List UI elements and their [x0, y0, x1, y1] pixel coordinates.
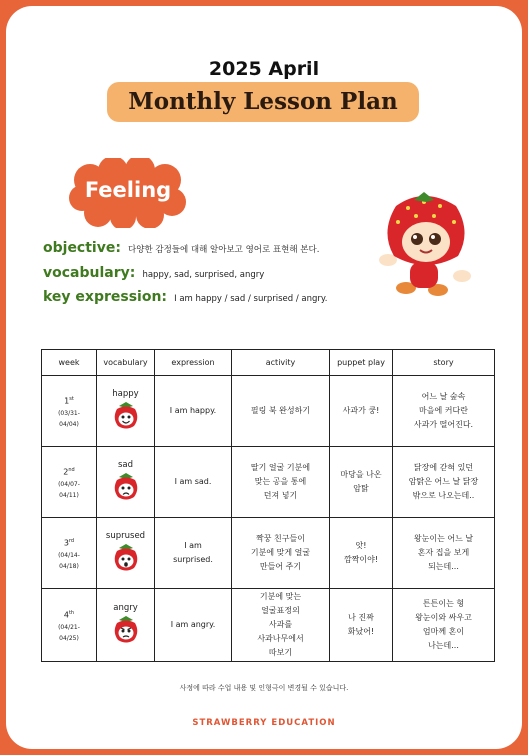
puppet-play-cell: 사과가 쿵! [330, 376, 393, 447]
sad-face-icon [113, 473, 139, 501]
activity-cell: 딸기 얼굴 기분에 맞는 공을 통에 던져 넣기 [232, 447, 330, 518]
week-cell [42, 376, 97, 447]
table-row [42, 518, 495, 589]
activity-cell: 필링 북 완성하기 [232, 376, 330, 447]
vocabulary-word: angry [113, 603, 138, 613]
vocabulary-cell [97, 589, 155, 662]
objective-key: objective: [43, 240, 121, 256]
expression-cell: I am happy. [155, 376, 232, 447]
story-cell: 닭장에 갇혀 있던 암탉은 어느 날 닭장 밖으로 나오는데.. [393, 447, 495, 518]
activity-cell: 짝꿍 친구들이 기분에 맞게 얼굴 만들어 주기 [232, 518, 330, 589]
week-number: 2 [63, 467, 69, 477]
week-suffix: st [69, 395, 74, 402]
story-cell: 어느 날 숲속 마을에 커다란 사과가 떨어진다. [393, 376, 495, 447]
vocabulary-cell [97, 447, 155, 518]
table-row [42, 589, 495, 662]
vocabulary-word: happy [112, 389, 139, 399]
week-cell [42, 518, 97, 589]
week-suffix: rd [68, 537, 75, 544]
vocabulary-cell [97, 376, 155, 447]
header-puppet-play: puppet play [330, 350, 393, 376]
brand-name: STRAWBERRY EDUCATION [192, 718, 336, 728]
header-vocabulary: vocabulary [97, 350, 155, 376]
objective-value: 다양한 감정들에 대해 알아보고 영어로 표현해 본다. [128, 245, 320, 255]
week-cell [42, 589, 97, 662]
activity-cell: 기분에 맞는 얼굴표정의 사과를 사과나무에서 따보기 [232, 589, 330, 662]
header-activity: activity [232, 350, 330, 376]
week-date: (03/31- 04/04) [58, 410, 80, 429]
year-month-heading: 2025 April [208, 58, 320, 80]
key-expression-key: key expression: [43, 289, 168, 305]
week-date: (04/21- 04/25) [58, 624, 80, 643]
story-cell: 튼튼이는 형 왕눈이와 싸우고 엄마께 혼이 나는데... [393, 589, 495, 662]
table-row [42, 376, 495, 447]
key-expression-value: I am happy / sad / surprised / angry. [174, 294, 328, 304]
lesson-plan-table [41, 349, 495, 662]
expression-cell: I am surprised. [155, 518, 232, 589]
week-suffix: nd [68, 466, 75, 473]
week-suffix: th [68, 609, 75, 616]
week-cell [42, 447, 97, 518]
puppet-play-cell: 앗! 깜짝이야! [330, 518, 393, 589]
page-title: Monthly Lesson Plan [107, 82, 419, 122]
header-expression: expression [155, 350, 232, 376]
expression-cell: I am sad. [155, 447, 232, 518]
week-date: (04/14- 04/18) [58, 552, 80, 571]
theme-label: Feeling [84, 178, 172, 202]
puppet-play-cell: 마당을 나온 암탉 [330, 447, 393, 518]
vocabulary-line [43, 262, 264, 281]
vocabulary-key: vocabulary: [43, 265, 136, 281]
table-row [42, 447, 495, 518]
happy-face-icon [113, 402, 139, 430]
vocabulary-value: happy, sad, surprised, angry [142, 270, 265, 280]
angry-face-icon [113, 616, 139, 644]
vocabulary-word: suprused [105, 531, 146, 541]
header-story: story [393, 350, 495, 376]
vocabulary-word: sad [117, 460, 134, 470]
expression-cell: I am angry. [155, 589, 232, 662]
week-number: 1 [64, 396, 70, 406]
footer-note: 사정에 따라 수업 내용 및 인형극이 변경될 수 있습니다. [179, 684, 349, 692]
objective-line [43, 237, 319, 256]
table-header-row [42, 350, 495, 376]
week-date: (04/07- 04/11) [58, 481, 80, 500]
header-week: week [42, 350, 97, 376]
story-cell: 왕눈이는 어느 날 혼자 집을 보게 되는데... [393, 518, 495, 589]
lesson-plan-sheet [6, 6, 522, 749]
surprised-face-icon [113, 544, 139, 572]
week-number: 3 [63, 538, 69, 548]
puppet-play-cell: 나 진짜 화났어! [330, 589, 393, 662]
key-expression-line [43, 286, 327, 305]
week-number: 4 [63, 610, 69, 620]
vocabulary-cell [97, 518, 155, 589]
strawberry-mascot-icon [376, 192, 476, 302]
